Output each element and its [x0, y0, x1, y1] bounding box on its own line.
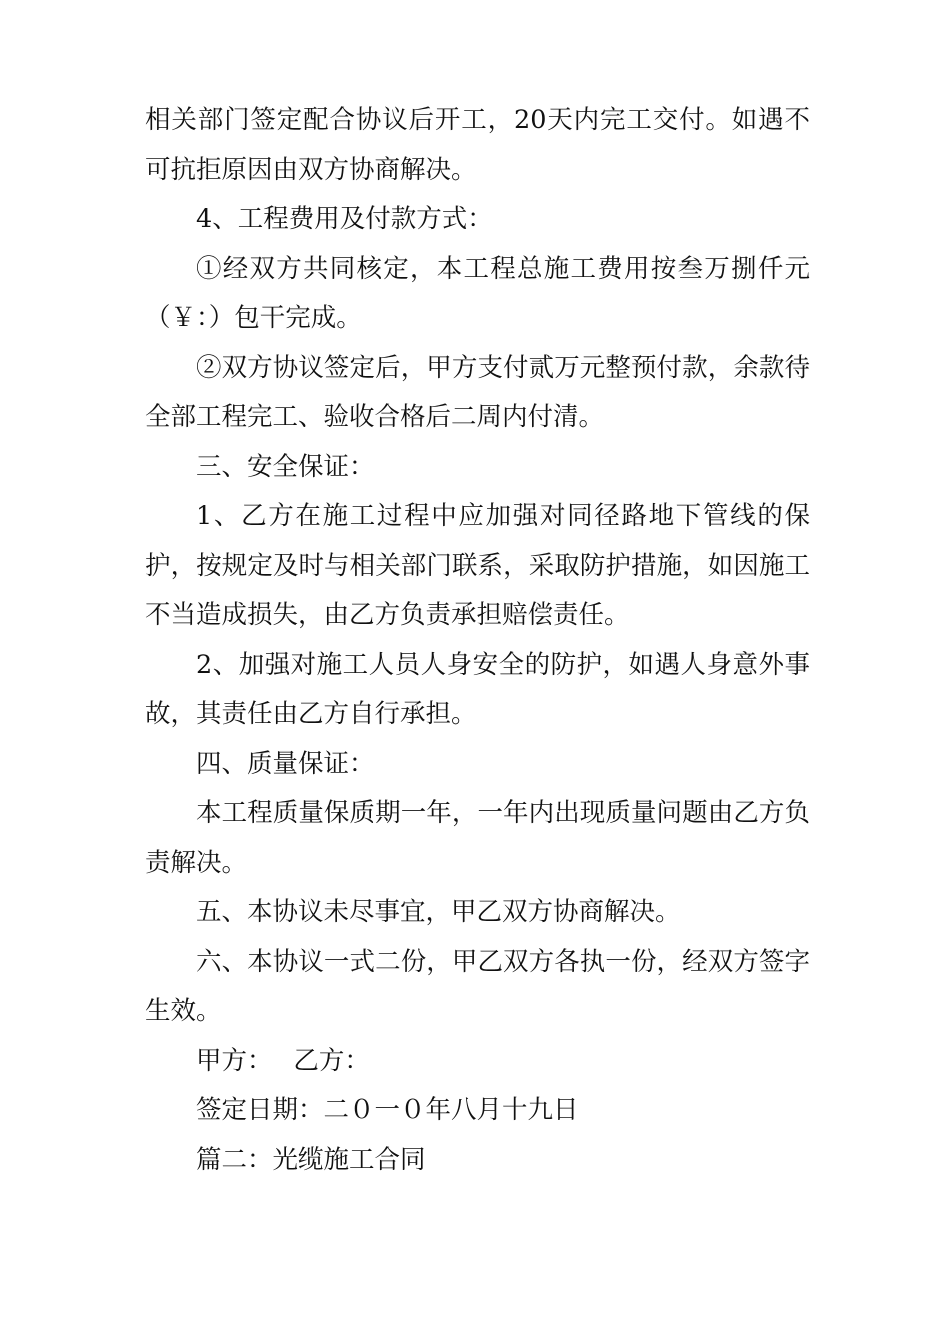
party-b-label: 乙方：	[293, 1045, 370, 1076]
signature-line	[145, 1037, 810, 1087]
paragraph-clause-6: 六、本协议一式二份，甲乙双方各执一份，经双方签字生效。	[145, 946, 810, 1026]
paragraph-safety-1: 1、乙方在施工过程中应加强对同径路地下管线的保护，按规定及时与相关部门联系，采取防护措施，如因施工不当造成损失，由乙方负责承担赔偿责任。	[145, 501, 810, 630]
paragraph-quality-heading: 四、质量保证：	[196, 748, 375, 779]
paragraph-fee-heading: 4、工程费用及付款方式：	[196, 204, 493, 234]
next-section-title: 篇二：光缆施工合同	[196, 1144, 426, 1175]
paragraph-quality-warranty: 本工程质量保质期一年，一年内出现质量问题由乙方负责解决。	[145, 798, 810, 878]
paragraph-safety-2: 2、加强对施工人员人身安全的防护，如遇人身意外事故，其责任由乙方自行承担。	[145, 649, 810, 729]
party-a-label: 甲方：	[196, 1045, 260, 1076]
paragraph-total-fee: ①经双方共同核定，本工程总施工费用按叁万捌仟元（￥：）包干完成。	[145, 253, 810, 333]
paragraph-safety-heading: 三、安全保证：	[196, 451, 375, 482]
paragraph-clause-5: 五、本协议未尽事宜，甲乙双方协商解决。	[196, 897, 681, 927]
document-body	[145, 96, 810, 1185]
paragraph-continuation: 相关部门签定配合协议后开工，20天内完工交付。如遇不可抗拒原因由双方协商解决。	[145, 105, 810, 185]
sign-date: 签定日期：二０一０年八月十九日	[196, 1095, 579, 1125]
paragraph-payment: ②双方协议签定后，甲方支付贰万元整预付款，余款待全部工程完工、验收合格后二周内付清。	[145, 352, 810, 432]
